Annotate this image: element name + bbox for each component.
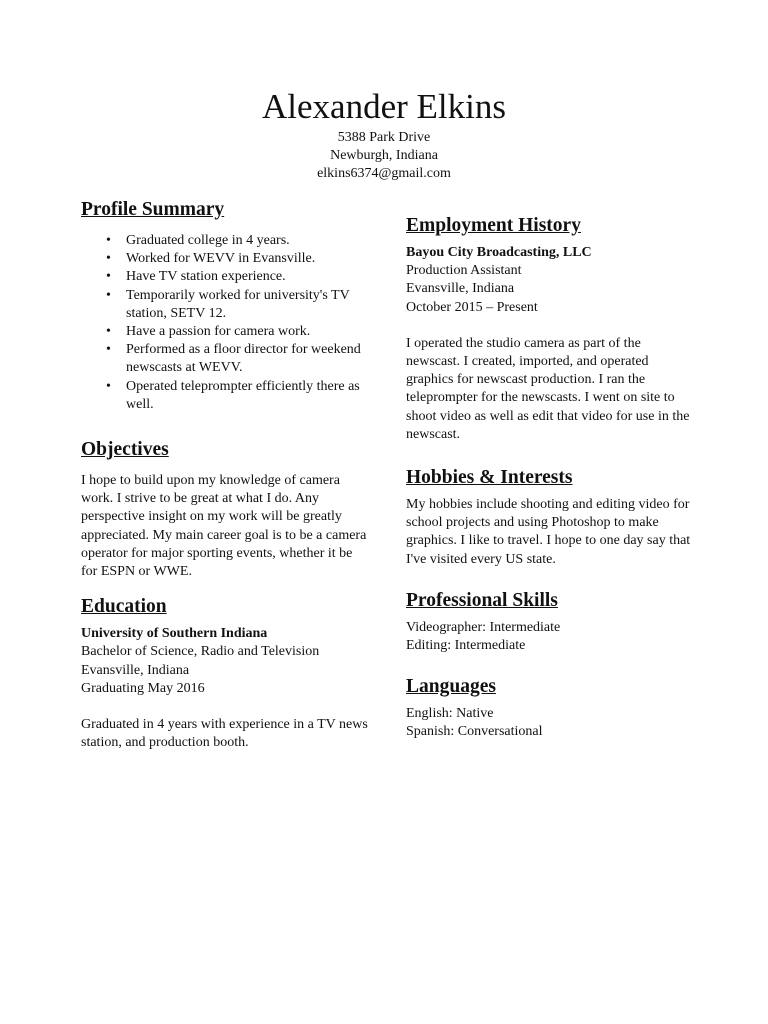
graduation-date: Graduating May 2016 <box>81 680 205 696</box>
education-description: Graduated in 4 years with experience in a TV news station, and production booth. <box>81 717 368 751</box>
education-section <box>81 595 371 752</box>
skills-heading: Professional Skills <box>406 589 558 611</box>
objectives-heading: Objectives <box>81 439 169 461</box>
school-location: Evansville, Indiana <box>81 662 190 678</box>
hobbies-section <box>406 466 696 569</box>
job-location: Evansville, Indiana <box>406 281 515 297</box>
list-item: • Graduated college in 4 years. <box>126 232 371 250</box>
job-title: Production Assistant <box>406 263 522 279</box>
list-item: • Operated teleprompter efficiently there as well. <box>126 378 371 414</box>
objectives-text: I hope to build upon my knowledge of camera work. I strive to be great at what I do. Any perspective insight on my work will be greatly appreciated. My main career goal is to be a camera operator for major sporting events, whether it be for ESPN or WWE. <box>81 473 367 580</box>
skill-item: Videographer: Intermediate <box>406 619 561 635</box>
profile-summary-list <box>81 232 371 414</box>
school-name: University of Southern Indiana <box>81 626 268 642</box>
objectives-section <box>81 438 371 581</box>
candidate-name: Alexander Elkins <box>262 87 506 126</box>
employment-section <box>406 214 696 444</box>
company-name: Bayou City Broadcasting, LLC <box>406 245 592 260</box>
left-column <box>81 198 371 766</box>
employment-description: I operated the studio camera as part of the newscast. I created, imported, and operated graphics for newscast production. I ran the teleprompter for the newscasts. I went on site to shoot video as well as edit that video for use in the newscast. <box>406 335 690 442</box>
job-dates: October 2015 – Present <box>406 299 538 315</box>
education-heading: Education <box>81 596 167 618</box>
skills-section <box>406 589 696 655</box>
resume-header <box>0 88 768 183</box>
city-line: Newburgh, Indiana <box>330 148 438 163</box>
right-column <box>406 214 696 756</box>
list-item: • Performed as a floor director for weekend newscasts at WEVV. <box>126 341 371 377</box>
hobbies-heading: Hobbies & Interests <box>406 467 573 489</box>
list-item: • Have a passion for camera work. <box>126 323 371 341</box>
language-item: Spanish: Conversational <box>406 724 543 740</box>
profile-summary-heading: Profile Summary <box>81 199 225 220</box>
employment-heading: Employment History <box>406 215 581 236</box>
degree: Bachelor of Science, Radio and Television <box>81 644 320 660</box>
languages-section <box>406 675 696 741</box>
profile-summary-section <box>81 198 371 414</box>
address-line: 5388 Park Drive <box>337 130 431 145</box>
hobbies-text: My hobbies include shooting and editing video for school projects and using Photoshop to make graphics. I like to travel. I hope to one day say that I've visited every US state. <box>406 497 691 567</box>
language-item: English: Native <box>406 706 494 722</box>
list-item: • Worked for WEVV in Evansville. <box>126 250 371 268</box>
list-item: • Have TV station experience. <box>126 268 371 286</box>
skill-item: Editing: Intermediate <box>406 638 526 654</box>
languages-heading: Languages <box>406 676 496 698</box>
email-line: elkins6374@gmail.com <box>317 166 451 181</box>
list-item: • Temporarily worked for university's TV station, SETV 12. <box>126 287 371 323</box>
